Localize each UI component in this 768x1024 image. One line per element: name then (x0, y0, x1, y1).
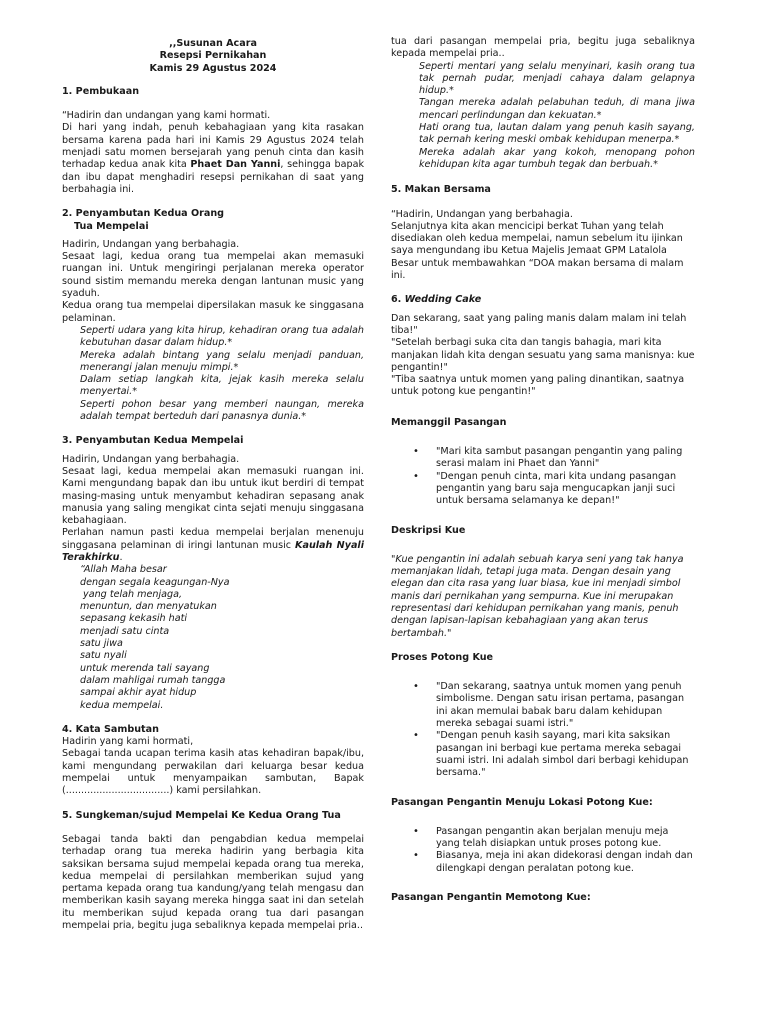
quote-line: Seperti pohon besar yang memberi naungan, mereka adalah tempat berteduh dari panasnya dunia.* (80, 398, 364, 423)
quote-line: Tangan mereka adalah pelabuhan teduh, di mana jiwa mencari perlindungan dan kekuatan.* (419, 97, 695, 121)
poem-line: dengan segala keagungan-Nya (80, 576, 230, 588)
s3-paragraph-2: Perlahan namun pasti kedua mempelai berjalan menenuju singgasana pelaminan di iringi lantunan music Kaulah Nyali Terakhirku. (62, 527, 364, 563)
section-heading-kata-sambutan: 4. Kata Sambutan (62, 723, 159, 735)
quote-line: Mereka adalah bintang yang selalu menjadi panduan, menerangi jalan menuju mimpi.* (80, 349, 364, 373)
section-heading-pembukaan: 1. Pembukaan (62, 85, 140, 97)
left-column (62, 38, 365, 931)
makan-paragraph: Selanjutnya kita akan mencicipi berkat Tuhan yang telah disediakan oleh kedua mempelai, namun sebelum itu ijinkan saya mengundang ibu Ketua Majelis Jemaat GPM Latalola Besar untuk membawahkan “DOA makan bersama di malam ini. (391, 220, 684, 282)
proses-list (391, 681, 695, 779)
poem-line: kedua mempelai. (80, 699, 164, 711)
couple-name: Phaet Dan Yanni (190, 159, 281, 171)
list-item: • "Dan sekarang, saatnya untuk momen yang penuh simbolisme. Dengan satu irisan pertama, pasangan ini akan memulai babak baru dalam kehidupan mereka sebagai suami istri." (391, 681, 695, 730)
s4-greeting: Hadirin yang kami hormati, (62, 736, 194, 748)
quote-line: Hati orang tua, lautan dalam yang penuh kasih sayang, tak pernah kering meski ombak kehidupan menerpa.* (419, 122, 695, 146)
section-heading-memanggil-pasangan: Memanggil Pasangan (391, 416, 507, 428)
poem-line: menjadi satu cinta (80, 625, 170, 637)
s2-paragraph-2: Kedua orang tua mempelai dipersilakan masuk ke singgasana pelaminan. (62, 300, 364, 324)
list-item: • "Dengan penuh kasih sayang, mari kita saksikan pasangan ini berbagi kue pertama mereka sebagai suami istri. Ini adalah simbol dari berbagi kehidupan bersama." (391, 730, 695, 779)
section-heading-penyambutan-orang-tua-line2: Tua Mempelai (74, 220, 149, 232)
section-heading-penyambutan-mempelai: 3. Penyambutan Kedua Mempelai (62, 435, 244, 447)
s2-quotes (62, 325, 364, 423)
s3-paragraph-1: Sesaat lagi, kedua mempelai akan memasuki ruangan ini. Kami mengundang bapak dan ibu untuk ikut berdiri di tempat masing-masing untuk menyambut kehadiran sepasang anak manusia yang saling mengikat cinta sejati menuju singgasana kebahagiaan. (62, 465, 364, 527)
poem-line: sampai akhir ayat hidup (80, 687, 197, 699)
poem-line: yang telah menjaga, (80, 588, 183, 600)
poem-line: untuk merenda tali sayang (80, 662, 210, 674)
s4-paragraph: Sebagai tanda ucapan terima kasih atas kehadiran bapak/ibu, kami mengundang perwakilan dari keluarga besar kedua mempelai untuk menyampaikan sambutan, Bapak (..................................) kami persilahkan. (62, 748, 364, 797)
s3-greeting: Hadirin, Undangan yang berbahagia. (62, 453, 240, 465)
list-item: • "Mari kita sambut pasangan pengantin yang paling serasi malam ini Phaet dan Yanni" (391, 446, 695, 471)
quote-line: Dalam setiap langkah kita, jejak kasih mereka selalu menyertai.* (80, 374, 364, 398)
pembukaan-greeting: “Hadirin dan undangan yang kami hormati. (62, 110, 271, 122)
pembukaan-paragraph: Di hari yang indah, penuh kebahagiaan yang kita rasakan bersama karena pada hari ini Kamis 29 Agustus 2024 telah menjadi satu momen bersejarah yang penuh cinta dan kasih terhadap kedua anak kita Phaet Dan Yanni, sehingga bapak dan ibu dapat menghadiri resepsi pernikahan di saat yang berbahagia ini. (62, 122, 365, 195)
quote-line: Mereka adalah akar yang kokoh, menopang pohon kehidupan kita agar tumbuh tegak dan berbuah.* (419, 146, 695, 170)
doc-title-line3: Kamis 29 Agustus 2024 (149, 62, 277, 74)
poem-line: satu nyali (80, 650, 127, 662)
s2-paragraph-1: Sesaat lagi, kedua orang tua mempelai akan memasuki ruangan ini. Untuk mengiringi perjalanan mereka operator sound sistim memandu mereka dengan lantunan music yang syaduh. (62, 251, 364, 300)
section-heading-makan-bersama: 5. Makan Bersama (391, 184, 491, 196)
right-column (391, 36, 695, 904)
section-heading-sungkeman: 5. Sungkeman/sujud Mempelai Ke Kedua Orang Tua (62, 809, 341, 821)
section-heading-proses-potong-kue: Proses Potong Kue (391, 651, 494, 663)
s2-greeting: Hadirin, Undangan yang berbahagia. (62, 238, 240, 250)
doc-title-line2: Resepsi Pernikahan (159, 50, 267, 62)
song-title: Kaulah Nyali Terakhirku (62, 539, 364, 563)
list-item: • "Dengan penuh cinta, mari kita undang pasangan pengantin yang baru saja mengucapkan janji suci untuk bersama selamanya ke depan!" (391, 471, 695, 508)
list-item: • Pasangan pengantin akan berjalan menuju meja yang telah disiapkan untuk proses potong kue. (391, 826, 695, 851)
makan-greeting: “Hadirin, Undangan yang berbahagia. (391, 208, 573, 220)
cake-line-1: Dan sekarang, saat yang paling manis dalam malam ini telah tiba!" (391, 312, 687, 336)
s3-poem (62, 564, 364, 712)
poem-line: dalam mahligai rumah tangga (80, 674, 226, 686)
deskripsi-text: "Kue pengantin ini adalah sebuah karya seni yang tak hanya memanjakan lidah, tetapi juga mata. Dengan desain yang elegan dan cita rasa yang luar biasa, kue ini menjadi simbol manis dari pernikahan yang sempurna. Kue ini merupakan representasi dari kehidupan pernikahan yang manis, penuh dengan lapisan-lapisan kebahagiaan yang akan terus bertambah." (391, 553, 684, 639)
memanggil-list (391, 446, 695, 507)
doc-title-line1: ,,Susunan Acara (169, 38, 257, 49)
quote-line: Seperti mentari yang selalu menyinari, kasih orang tua tak pernah pudar, menjadi cahaya dalam gelapnya hidup.* (419, 60, 695, 97)
section-heading-memotong-kue: Pasangan Pengantin Memotong Kue: (391, 892, 591, 904)
section-heading-deskripsi-kue: Deskripsi Kue (391, 524, 466, 536)
s5-quotes (391, 61, 695, 172)
cake-line-3: "Tiba saatnya untuk momen yang paling dinantikan, saatnya untuk potong kue pengantin!" (391, 374, 685, 398)
poem-line: “Allah Maha besar (80, 564, 167, 576)
section-heading-wedding-cake: 6. Wedding Cake (391, 294, 482, 306)
s5-paragraph-continued: tua dari pasangan mempelai pria, begitu juga sebaliknya kepada mempelai pria.. (391, 36, 695, 60)
section-heading-penyambutan-orang-tua: 2. Penyambutan Kedua Orang (62, 208, 225, 220)
poem-line: satu jiwa (80, 638, 123, 650)
poem-line: sepasang kekasih hati (80, 613, 188, 625)
menuju-list (391, 826, 695, 875)
section-heading-menuju-lokasi: Pasangan Pengantin Menuju Lokasi Potong Kue: (391, 796, 653, 808)
cake-line-2: "Setelah berbagi suka cita dan tangis bahagia, mari kita manjakan lidah kita dengan sesuatu yang sama manisnya: kue pengantin!" (391, 337, 695, 373)
list-item: • Biasanya, meja ini akan didekorasi dengan indah dan dilengkapi dengan peralatan potong kue. (391, 850, 695, 875)
poem-line: menuntun, dan menyatukan (80, 601, 217, 613)
quote-line: Seperti udara yang kita hirup, kehadiran orang tua adalah kebutuhan dasar dalam hidup.* (80, 324, 364, 349)
s5-paragraph: Sebagai tanda bakti dan pengabdian kedua mempelai terhadap orang tua mereka hadirin yang berbagia kita saksikan bersama sujud mempelai kepada orang tua mereka, kedua mempelai di persilahkan memberikan sujud yang pertama kepada orang tua kandung/yang telah mengasu dan memberikan kasih sayang mereka hingga saat ini dan setelah itu memberikan sujud kepada orang tua dari pasangan mempelai pria, begitu juga sebaliknya kepada mempelai pria.. (62, 833, 364, 931)
